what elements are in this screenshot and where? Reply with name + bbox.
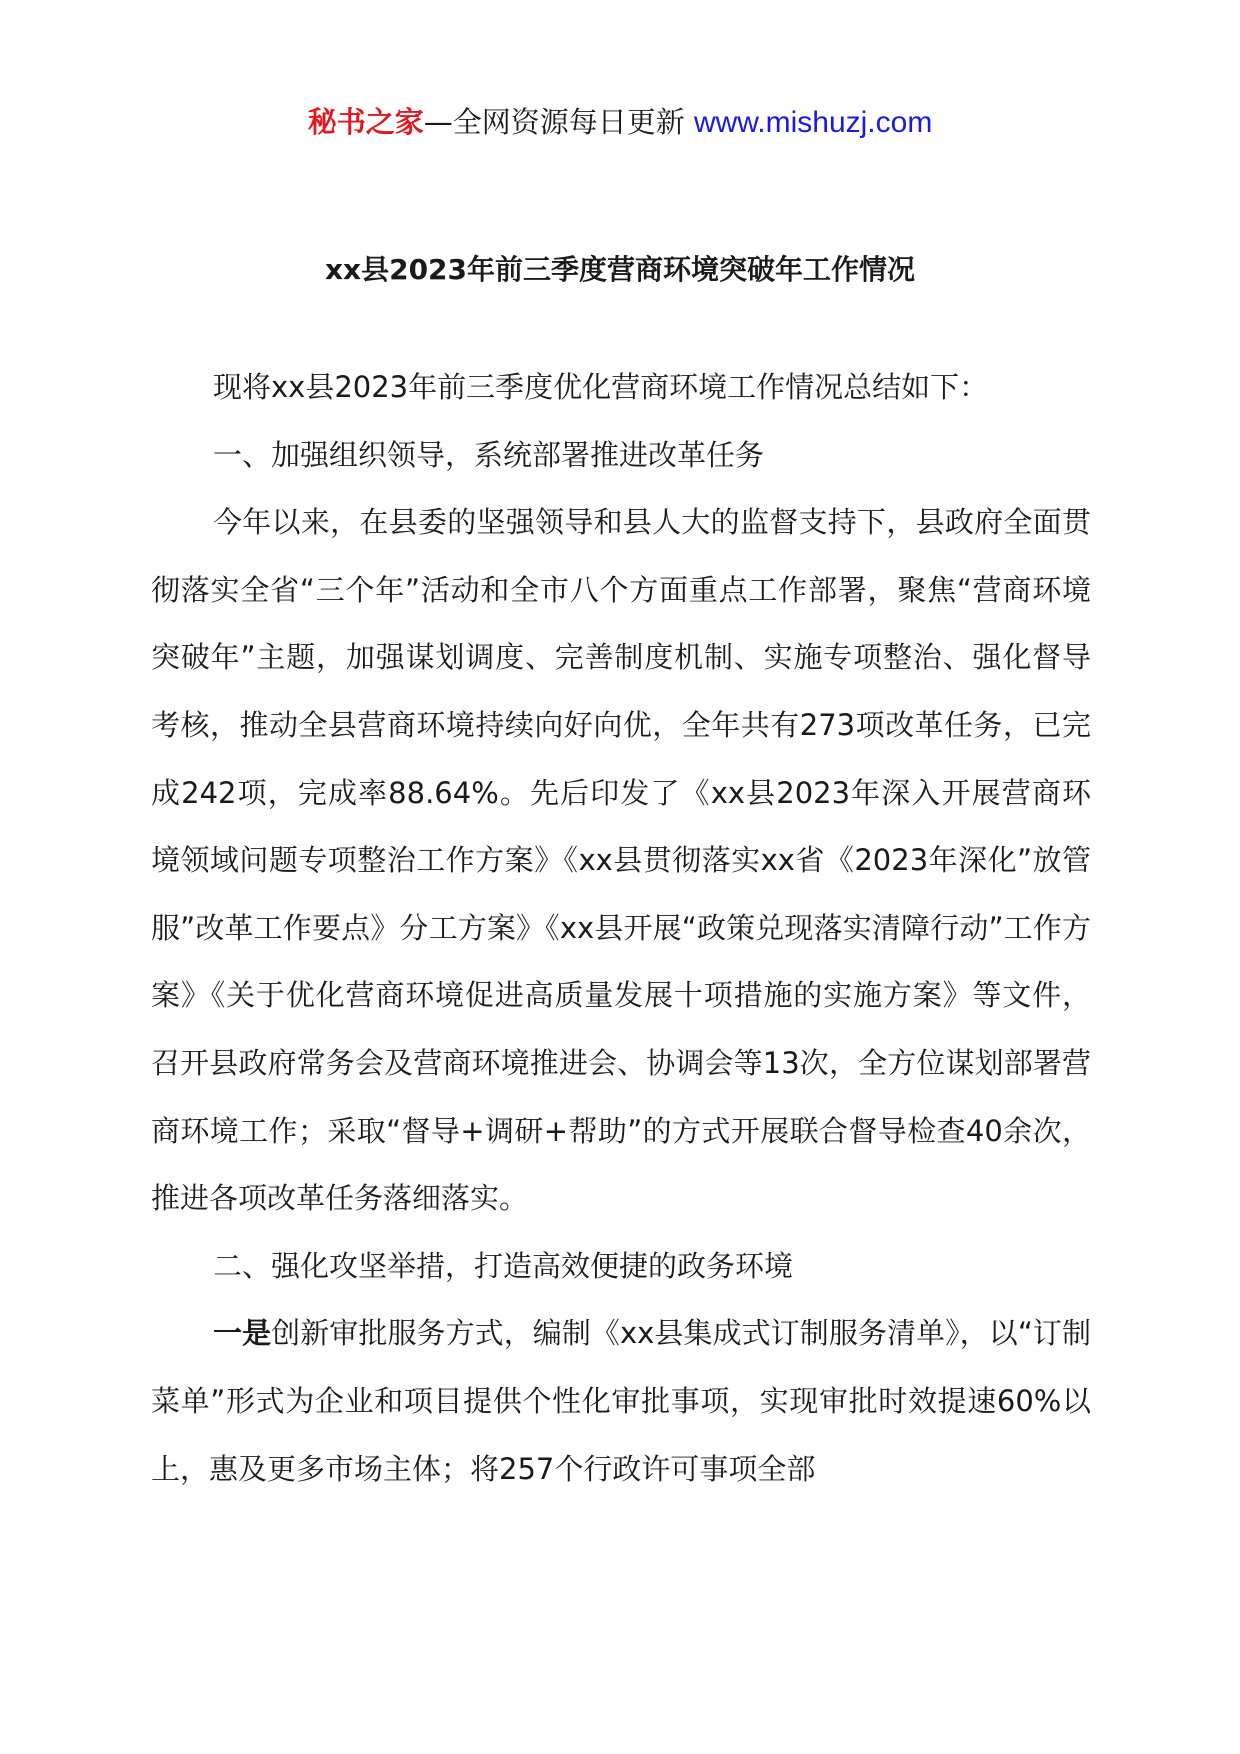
site-banner — [0, 100, 1240, 145]
intro-paragraph: 现将xx县2023年前三季度优化营商环境工作情况总结如下： — [213, 370, 989, 404]
document-title: xx县2023年前三季度营商环境突破年工作情况 — [324, 253, 916, 286]
section-1-heading: 一、加强组织领导，系统部署推进改革任务 — [213, 437, 765, 472]
document-body — [151, 354, 1091, 1503]
section-2-heading: 二、强化攻坚举措，打造高效便捷的政务环境 — [213, 1248, 794, 1283]
section-2-text: 创新审批服务方式，编制《xx县集成式订制服务清单》，以“订制菜单”形式为企业和项目提供个性化审批事项，实现审批时效提速60%以上，惠及更多市场主体；将257个行政许可事项全部 — [151, 1316, 1091, 1486]
section-1-paragraph: 今年以来，在县委的坚强领导和县人大的监督支持下，县政府全面贯彻落实全省“三个年”活动和全市八个方面重点工作部署，聚焦“营商环境突破年”主题，加强谋划调度、完善制度机制、实施专项整治、强化督导考核，推动全县营商环境持续向好向优，全年共有273项改革任务，已完成242项，完成率88.64%。先后印发了《xx县2023年深入开展营商环境领域问题专项整治工作方案》《xx县贯彻落实xx省《2023年深化”放管服”改革工作要点》分工方案》《xx县开展“政策兑现落实清障行动”工作方案》《关于优化营商环境促进高质量发展十项措施的实施方案》等文件，召开县政府常务会及营商环境推进会、协调会等13次，全方位谋划部署营商环境工作；采取“督导+调研+帮助”的方式开展联合督导检查40余次，推进各项改革任务落细落实。 — [151, 505, 1091, 1216]
brand-name: 秘书之家 — [307, 105, 424, 139]
section-2-paragraph — [151, 1300, 1091, 1503]
banner-slogan: —全网资源每日更新 — [423, 105, 685, 139]
section-2-lead: 一是 — [213, 1316, 272, 1351]
site-url-link[interactable]: www.mishuzj.com — [693, 106, 933, 139]
